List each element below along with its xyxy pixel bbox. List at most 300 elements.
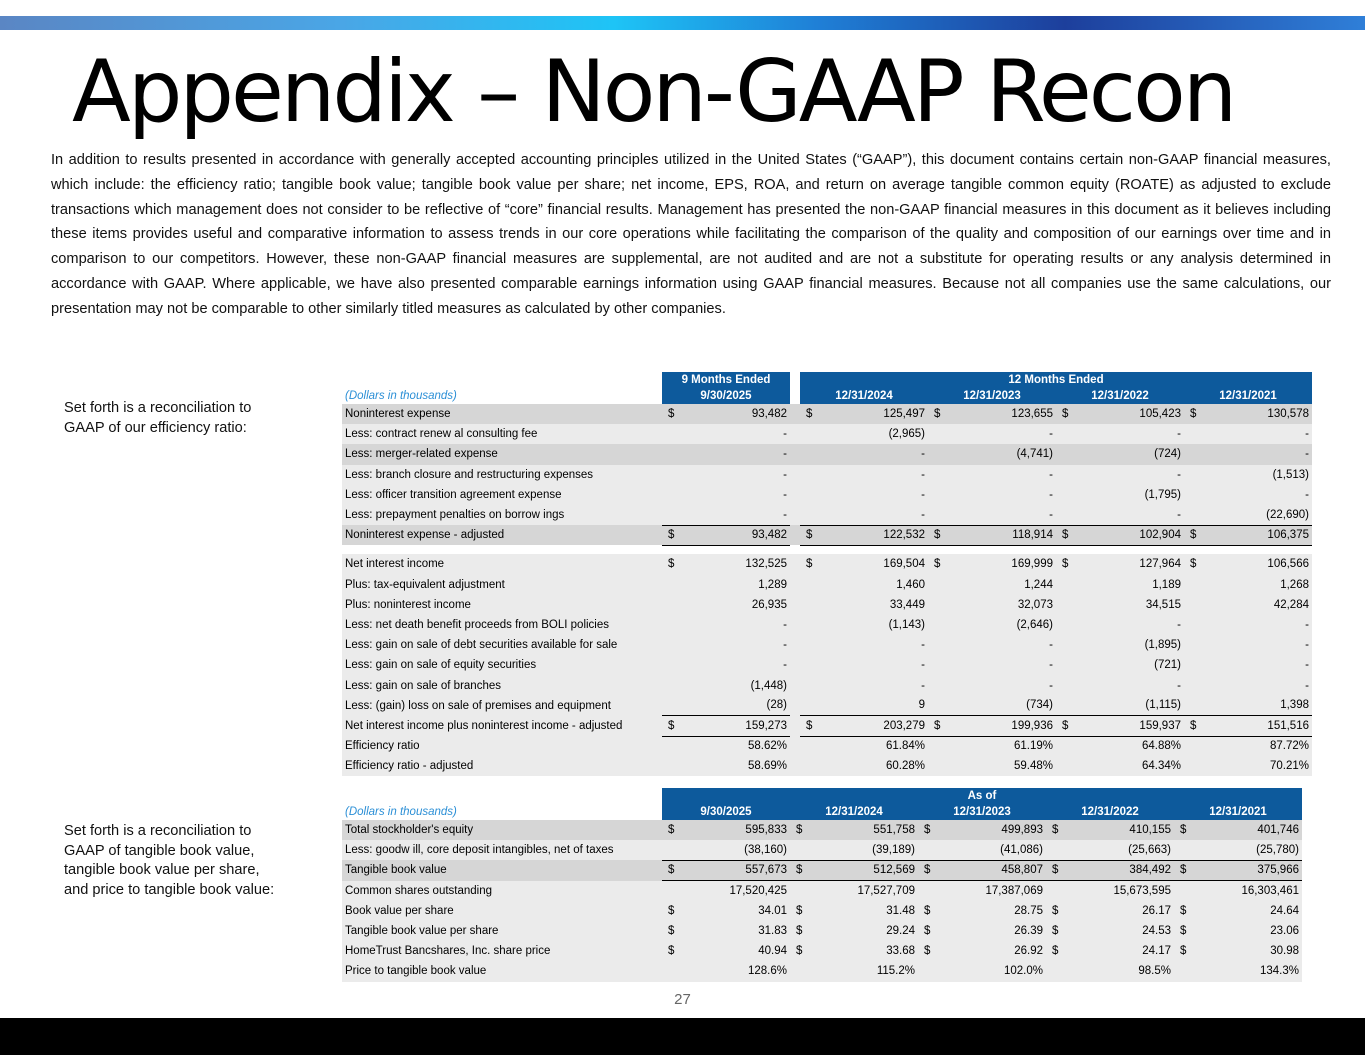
cell-value: - — [822, 465, 928, 485]
cell-value: (39,189) — [812, 840, 918, 860]
cell-value: 151,516 — [1206, 716, 1312, 736]
cell-value: 26.39 — [940, 921, 1046, 941]
table-row — [342, 881, 1302, 901]
cell-value: - — [950, 675, 1056, 695]
cell-value: - — [1078, 675, 1184, 695]
currency-symbol — [1184, 575, 1206, 595]
row-label: Net interest income — [342, 554, 662, 574]
currency-symbol — [1184, 485, 1206, 505]
unit-label: (Dollars in thousands) — [345, 390, 457, 402]
currency-symbol: $ — [662, 901, 684, 921]
table-row — [342, 716, 1312, 736]
cell-value: 512,569 — [812, 860, 918, 880]
cell-value: 102.0% — [940, 961, 1046, 981]
currency-symbol — [1046, 961, 1068, 981]
currency-symbol — [928, 505, 950, 525]
cell-value: 106,566 — [1206, 554, 1312, 574]
currency-symbol — [662, 736, 684, 756]
currency-symbol — [1056, 465, 1078, 485]
currency-symbol — [800, 424, 822, 444]
cell-value: 93,482 — [684, 525, 790, 545]
page-title: Appendix – Non-GAAP Recon — [72, 42, 1235, 142]
currency-symbol: $ — [662, 404, 684, 424]
cell-value: - — [950, 424, 1056, 444]
currency-symbol: $ — [928, 404, 950, 424]
unit-label: (Dollars in thousands) — [345, 806, 457, 818]
cell-value: - — [1078, 465, 1184, 485]
currency-symbol: $ — [1046, 901, 1068, 921]
currency-symbol: $ — [918, 921, 940, 941]
cell-value: (25,780) — [1196, 840, 1302, 860]
row-label: Less: net death benefit proceeds from BOLI policies — [342, 615, 662, 635]
currency-symbol — [800, 756, 822, 776]
currency-symbol — [662, 485, 684, 505]
cell-value: 9 — [822, 696, 928, 716]
period-header: 12/31/2023 — [918, 804, 1046, 820]
currency-symbol — [800, 505, 822, 525]
table-row — [342, 655, 1312, 675]
cell-value: 401,746 — [1196, 820, 1302, 840]
currency-symbol: $ — [1174, 901, 1196, 921]
row-label: Plus: tax-equivalent adjustment — [342, 575, 662, 595]
tangible-book-value-table — [342, 788, 1302, 982]
currency-symbol — [1184, 505, 1206, 525]
currency-symbol — [800, 465, 822, 485]
cell-value: 33,449 — [822, 595, 928, 615]
cell-value: 375,966 — [1196, 860, 1302, 880]
currency-symbol: $ — [662, 921, 684, 941]
currency-symbol — [800, 575, 822, 595]
cell-value: 26,935 — [684, 595, 790, 615]
cell-value: 61.19% — [950, 736, 1056, 756]
currency-symbol — [1056, 756, 1078, 776]
row-label: Book value per share — [342, 901, 662, 921]
currency-symbol: $ — [1174, 921, 1196, 941]
cell-value: - — [1078, 615, 1184, 635]
cell-value: - — [950, 655, 1056, 675]
cell-value: 26.17 — [1068, 901, 1174, 921]
currency-symbol — [928, 655, 950, 675]
row-label: Less: prepayment penalties on borrow ings — [342, 505, 662, 525]
row-label: Noninterest expense — [342, 404, 662, 424]
currency-symbol — [1174, 961, 1196, 981]
table-row — [342, 424, 1312, 444]
cell-value: 199,936 — [950, 716, 1056, 736]
cell-value: 1,398 — [1206, 696, 1312, 716]
cell-value: 16,303,461 — [1196, 881, 1302, 901]
currency-symbol — [800, 444, 822, 464]
currency-symbol: $ — [662, 941, 684, 961]
period-header: 9/30/2025 — [662, 804, 790, 820]
currency-symbol — [662, 444, 684, 464]
row-label: Less: goodw ill, core deposit intangibles, net of taxes — [342, 840, 662, 860]
cell-value: 29.24 — [812, 921, 918, 941]
cell-value: 159,273 — [684, 716, 790, 736]
currency-symbol — [790, 881, 812, 901]
table-row — [342, 961, 1302, 981]
currency-symbol — [662, 881, 684, 901]
cell-value: 58.62% — [684, 736, 790, 756]
row-label: Less: gain on sale of equity securities — [342, 655, 662, 675]
row-label: Less: merger-related expense — [342, 444, 662, 464]
currency-symbol: $ — [662, 860, 684, 880]
table-row — [342, 635, 1312, 655]
cell-value: 169,999 — [950, 554, 1056, 574]
currency-symbol — [662, 840, 684, 860]
table-row — [342, 525, 1312, 545]
cell-value: - — [822, 485, 928, 505]
currency-symbol — [662, 635, 684, 655]
currency-symbol — [790, 840, 812, 860]
row-label: Less: gain on sale of branches — [342, 675, 662, 695]
currency-symbol — [662, 675, 684, 695]
table-row — [342, 615, 1312, 635]
currency-symbol: $ — [928, 525, 950, 545]
currency-symbol — [1056, 505, 1078, 525]
currency-symbol — [662, 595, 684, 615]
cell-value: - — [822, 675, 928, 695]
cell-value: (1,895) — [1078, 635, 1184, 655]
currency-symbol: $ — [1046, 860, 1068, 880]
cell-value: 1,268 — [1206, 575, 1312, 595]
row-label: Price to tangible book value — [342, 961, 662, 981]
currency-symbol — [928, 575, 950, 595]
tangible-note: Set forth is a reconciliation to GAAP of tangible book value, tangible book value per share, and price to tangible book value: — [64, 823, 275, 898]
currency-symbol — [1056, 485, 1078, 505]
currency-symbol — [928, 615, 950, 635]
currency-symbol — [1184, 424, 1206, 444]
currency-symbol: $ — [918, 941, 940, 961]
currency-symbol — [1184, 736, 1206, 756]
table-header-row — [342, 372, 1312, 388]
cell-value: - — [950, 505, 1056, 525]
cell-value: 102,904 — [1078, 525, 1184, 545]
cell-value: 64.88% — [1078, 736, 1184, 756]
currency-symbol: $ — [662, 554, 684, 574]
currency-symbol: $ — [662, 820, 684, 840]
cell-value: 384,492 — [1068, 860, 1174, 880]
currency-symbol: $ — [790, 941, 812, 961]
currency-symbol: $ — [790, 901, 812, 921]
currency-symbol — [1184, 655, 1206, 675]
cell-value: 31.48 — [812, 901, 918, 921]
table-row — [342, 675, 1312, 695]
currency-symbol — [1056, 635, 1078, 655]
cell-value: (1,143) — [822, 615, 928, 635]
cell-value: 105,423 — [1078, 404, 1184, 424]
cell-value: (734) — [950, 696, 1056, 716]
currency-symbol: $ — [918, 901, 940, 921]
currency-symbol — [1056, 444, 1078, 464]
cell-value: 30.98 — [1196, 941, 1302, 961]
table-row — [342, 465, 1312, 485]
row-label: Common shares outstanding — [342, 881, 662, 901]
cell-value: (4,741) — [950, 444, 1056, 464]
cell-value: - — [822, 655, 928, 675]
cell-value: - — [1078, 505, 1184, 525]
currency-symbol — [1184, 756, 1206, 776]
efficiency-note: Set forth is a reconciliation to GAAP of our efficiency ratio: — [64, 400, 252, 436]
cell-value: 17,520,425 — [684, 881, 790, 901]
currency-symbol: $ — [1184, 525, 1206, 545]
row-label: Efficiency ratio — [342, 736, 662, 756]
cell-value: 557,673 — [684, 860, 790, 880]
cell-value: (721) — [1078, 655, 1184, 675]
cell-value: - — [822, 505, 928, 525]
currency-symbol — [662, 575, 684, 595]
cell-value: 595,833 — [684, 820, 790, 840]
cell-value: 551,758 — [812, 820, 918, 840]
currency-symbol — [1184, 675, 1206, 695]
period-header: 12/31/2024 — [790, 804, 918, 820]
period-header: 12/31/2021 — [1174, 804, 1302, 820]
cell-value: 499,893 — [940, 820, 1046, 840]
cell-value: - — [684, 424, 790, 444]
currency-symbol — [800, 655, 822, 675]
currency-symbol — [1184, 465, 1206, 485]
cell-value: - — [684, 505, 790, 525]
currency-symbol: $ — [928, 554, 950, 574]
currency-symbol — [800, 615, 822, 635]
cell-value: - — [684, 444, 790, 464]
cell-value: 24.64 — [1196, 901, 1302, 921]
cell-value: 93,482 — [684, 404, 790, 424]
currency-symbol — [1056, 615, 1078, 635]
table-row — [342, 444, 1312, 464]
cell-value: - — [1206, 444, 1312, 464]
row-label: Plus: noninterest income — [342, 595, 662, 615]
row-label: Less: branch closure and restructuring expenses — [342, 465, 662, 485]
cell-value: 118,914 — [950, 525, 1056, 545]
row-label: Total stockholder's equity — [342, 820, 662, 840]
currency-symbol — [800, 696, 822, 716]
cell-value: 1,244 — [950, 575, 1056, 595]
cell-value: - — [950, 465, 1056, 485]
cell-value: 32,073 — [950, 595, 1056, 615]
row-label: Tangible book value per share — [342, 921, 662, 941]
cell-value: 40.94 — [684, 941, 790, 961]
period-header: 9/30/2025 — [662, 388, 790, 404]
currency-symbol: $ — [662, 525, 684, 545]
currency-symbol — [800, 635, 822, 655]
cell-value: 34.01 — [684, 901, 790, 921]
table-period-row — [342, 804, 1302, 820]
currency-symbol — [1184, 595, 1206, 615]
currency-symbol — [1184, 635, 1206, 655]
cell-value: (724) — [1078, 444, 1184, 464]
cell-value: 98.5% — [1068, 961, 1174, 981]
currency-symbol — [928, 635, 950, 655]
currency-symbol: $ — [800, 554, 822, 574]
cell-value: 42,284 — [1206, 595, 1312, 615]
cell-value: 70.21% — [1206, 756, 1312, 776]
currency-symbol — [662, 696, 684, 716]
currency-symbol — [1056, 575, 1078, 595]
currency-symbol — [800, 485, 822, 505]
cell-value: (1,795) — [1078, 485, 1184, 505]
table-row — [342, 820, 1302, 840]
row-label: Less: officer transition agreement expense — [342, 485, 662, 505]
table-row — [342, 554, 1312, 574]
currency-symbol — [662, 424, 684, 444]
period-header: 12/31/2022 — [1056, 388, 1184, 404]
row-label: Net interest income plus noninterest income - adjusted — [342, 716, 662, 736]
table-row — [342, 941, 1302, 961]
cell-value: 122,532 — [822, 525, 928, 545]
cell-value: (2,646) — [950, 615, 1056, 635]
cell-value: - — [1206, 655, 1312, 675]
currency-symbol — [662, 465, 684, 485]
currency-symbol — [1056, 595, 1078, 615]
table-row — [342, 595, 1312, 615]
currency-symbol — [918, 881, 940, 901]
currency-symbol — [1056, 696, 1078, 716]
cell-value: 123,655 — [950, 404, 1056, 424]
top-gradient-band — [0, 16, 1365, 30]
currency-symbol — [662, 505, 684, 525]
cell-value: 410,155 — [1068, 820, 1174, 840]
table-header-row — [342, 788, 1302, 804]
cell-value: 24.17 — [1068, 941, 1174, 961]
cell-value: 132,525 — [684, 554, 790, 574]
cell-value: - — [1078, 424, 1184, 444]
cell-value: (1,115) — [1078, 696, 1184, 716]
cell-value: 64.34% — [1078, 756, 1184, 776]
table-row — [342, 860, 1302, 880]
currency-symbol — [662, 655, 684, 675]
currency-symbol: $ — [790, 860, 812, 880]
currency-symbol: $ — [800, 404, 822, 424]
row-label: Tangible book value — [342, 860, 662, 880]
row-label: Less: (gain) loss on sale of premises and equipment — [342, 696, 662, 716]
row-label: HomeTrust Bancshares, Inc. share price — [342, 941, 662, 961]
page-number: 27 — [674, 991, 691, 1008]
currency-symbol — [928, 756, 950, 776]
currency-symbol — [1056, 655, 1078, 675]
cell-value: (41,086) — [940, 840, 1046, 860]
cell-value: 33.68 — [812, 941, 918, 961]
currency-symbol — [928, 444, 950, 464]
cell-value: 106,375 — [1206, 525, 1312, 545]
table-row — [342, 485, 1312, 505]
table-row — [342, 901, 1302, 921]
cell-value: 15,673,595 — [1068, 881, 1174, 901]
cell-value: - — [1206, 424, 1312, 444]
cell-value: (28) — [684, 696, 790, 716]
period-header: 12/31/2023 — [928, 388, 1056, 404]
table-row — [342, 840, 1302, 860]
cell-value: - — [1206, 635, 1312, 655]
cell-value: - — [684, 485, 790, 505]
currency-symbol — [662, 961, 684, 981]
cell-value: 1,189 — [1078, 575, 1184, 595]
currency-symbol: $ — [800, 525, 822, 545]
cell-value: 134.3% — [1196, 961, 1302, 981]
cell-value: 23.06 — [1196, 921, 1302, 941]
cell-value: 125,497 — [822, 404, 928, 424]
cell-value: (1,448) — [684, 675, 790, 695]
cell-value: 28.75 — [940, 901, 1046, 921]
currency-symbol: $ — [662, 716, 684, 736]
cell-value: - — [950, 635, 1056, 655]
currency-symbol — [928, 595, 950, 615]
currency-symbol: $ — [918, 860, 940, 880]
currency-symbol — [1046, 840, 1068, 860]
currency-symbol: $ — [790, 921, 812, 941]
cell-value: - — [822, 444, 928, 464]
currency-symbol — [800, 736, 822, 756]
row-label: Noninterest expense - adjusted — [342, 525, 662, 545]
currency-symbol — [1056, 736, 1078, 756]
currency-symbol — [928, 736, 950, 756]
cell-value: (22,690) — [1206, 505, 1312, 525]
currency-symbol: $ — [1056, 404, 1078, 424]
currency-symbol: $ — [1184, 554, 1206, 574]
currency-symbol: $ — [790, 820, 812, 840]
currency-symbol: $ — [800, 716, 822, 736]
table-row — [342, 756, 1312, 776]
currency-symbol: $ — [1174, 860, 1196, 880]
currency-symbol: $ — [918, 820, 940, 840]
currency-symbol — [800, 595, 822, 615]
cell-value: - — [684, 465, 790, 485]
cell-value: 26.92 — [940, 941, 1046, 961]
currency-symbol — [1056, 675, 1078, 695]
table-row — [342, 696, 1312, 716]
cell-value: (1,513) — [1206, 465, 1312, 485]
currency-symbol — [1046, 881, 1068, 901]
currency-symbol: $ — [928, 716, 950, 736]
table-period-row — [342, 388, 1312, 404]
cell-value: 34,515 — [1078, 595, 1184, 615]
cell-value: 60.28% — [822, 756, 928, 776]
cell-value: 128.6% — [684, 961, 790, 981]
row-label: Efficiency ratio - adjusted — [342, 756, 662, 776]
row-label: Less: gain on sale of debt securities available for sale — [342, 635, 662, 655]
cell-value: 17,527,709 — [812, 881, 918, 901]
currency-symbol: $ — [1046, 820, 1068, 840]
currency-symbol — [928, 424, 950, 444]
cell-value: 458,807 — [940, 860, 1046, 880]
currency-symbol — [918, 840, 940, 860]
group-header-9-months: 9 Months Ended — [662, 372, 790, 388]
table-row — [342, 736, 1312, 756]
currency-symbol — [662, 615, 684, 635]
cell-value: - — [1206, 485, 1312, 505]
cell-value: (2,965) — [822, 424, 928, 444]
currency-symbol: $ — [1174, 941, 1196, 961]
currency-symbol: $ — [1174, 820, 1196, 840]
currency-symbol — [918, 961, 940, 981]
efficiency-ratio-table — [342, 372, 1312, 776]
row-label: Less: contract renew al consulting fee — [342, 424, 662, 444]
cell-value: (38,160) — [684, 840, 790, 860]
cell-value: - — [684, 635, 790, 655]
intro-paragraph: In addition to results presented in accordance with generally accepted accounting principles utilized in the United States (“GAAP”), this document contains certain non-GAAP financial measures, which include: the efficiency ratio; tangible book value; tangible book value per share; net income, EPS, ROA, and return on average tangible common equity (ROATE) as adjusted to exclude transactions which management does not consider to be reflective of “core” financial results. Management has presented the non-GAAP financial measures in this document as it believes including these items provides useful and comparative information to assess trends in our core operations while facilitating the comparison of the quality and composition of our earnings over time and in comparison to our competitors. However, these non-GAAP financial measures are supplemental, are not audited and are not a substitute for operating results or any analysis determined in accordance with GAAP. Where applicable, we have also presented comparable earnings information using GAAP financial measures. Because not all companies use the same calculations, our presentation may not be comparable to other similarly titled measures as calculated by other companies. — [51, 152, 1331, 317]
cell-value: - — [950, 485, 1056, 505]
cell-value: - — [684, 615, 790, 635]
cell-value: 31.83 — [684, 921, 790, 941]
cell-value: 130,578 — [1206, 404, 1312, 424]
currency-symbol — [1184, 615, 1206, 635]
currency-symbol — [1056, 424, 1078, 444]
cell-value: 58.69% — [684, 756, 790, 776]
cell-value: 61.84% — [822, 736, 928, 756]
table-row — [342, 505, 1312, 525]
cell-value: 203,279 — [822, 716, 928, 736]
cell-value: (25,663) — [1068, 840, 1174, 860]
currency-symbol — [790, 961, 812, 981]
